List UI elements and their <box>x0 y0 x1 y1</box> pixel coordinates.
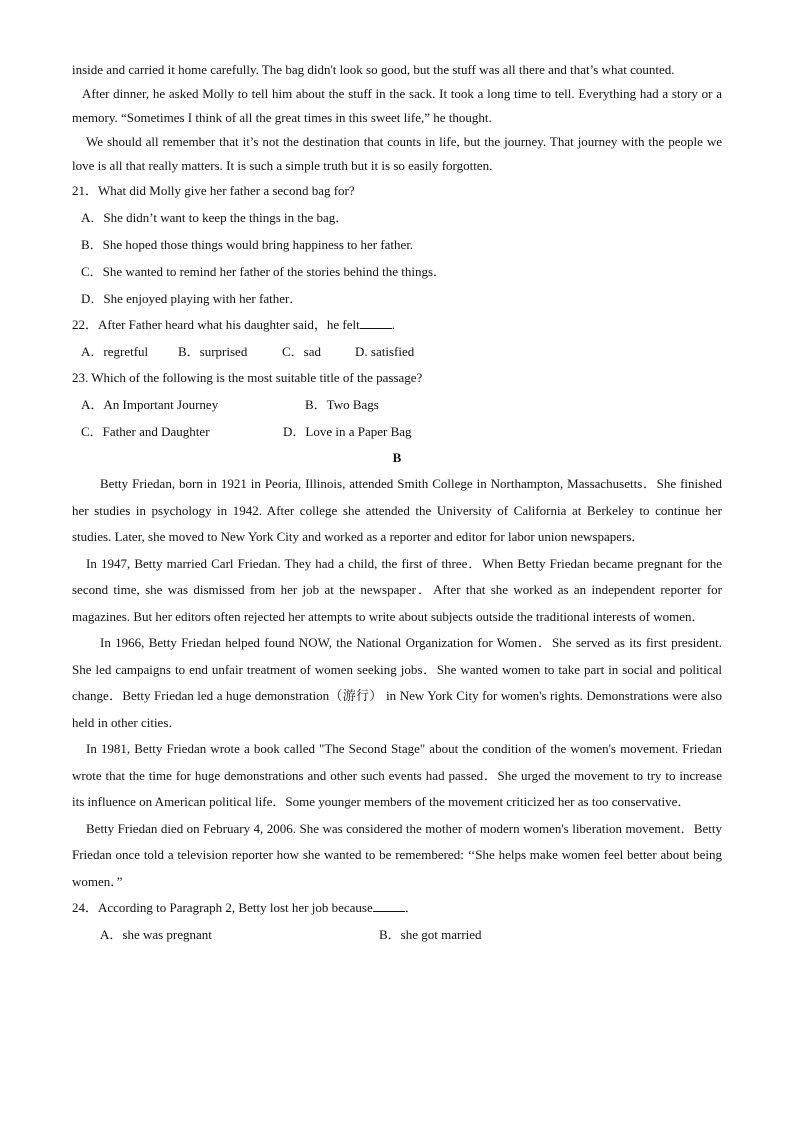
question-23 <box>72 365 722 445</box>
question-22-option-d: D. satisfied <box>355 344 415 359</box>
answer-blank <box>373 899 405 912</box>
passage-a-paragraph-2: After dinner, he asked Molly to tell him about the stuff in the sack. It took a long time to tell. Everything had a story or a memory. “Sometimes I think of all the great times in this sweet life,” he thought. <box>72 86 722 125</box>
question-24-stem-end: ． <box>404 900 418 915</box>
question-22-option-c: C．sad <box>282 344 322 359</box>
worksheet-page <box>72 58 722 948</box>
question-23-option-b: B．Two Bags <box>305 397 379 412</box>
question-24 <box>72 895 722 948</box>
question-22-option-b: B．surprised <box>178 344 248 359</box>
question-21-stem: 21．What did Molly give her father a second bag for? <box>72 183 355 198</box>
question-22-stem-text: 22．After Father heard what his daughter said，he felt <box>72 317 360 332</box>
question-24-stem <box>72 895 722 921</box>
question-23-option-d: D．Love in a Paper Bag <box>283 424 412 439</box>
question-21 <box>72 178 722 312</box>
passage-a-paragraph-3: We should all remember that it’s not the destination that counts in life, but the journey. That journey with the people we love is all that really matters. It is such a simple truth but it is so easily forgotten. <box>72 134 722 173</box>
passage-b-paragraph-5: Betty Friedan died on February 4, 2006. She was considered the mother of modern women's liberation movement．Betty Friedan once told a television reporter how she wanted to be remembered: ‘‘She helps make women feel better about being women．” <box>72 820 722 889</box>
question-23-options-row-2 <box>72 418 722 445</box>
question-23-option-c: C．Father and Daughter <box>81 424 210 439</box>
passage-a-paragraph-1: inside and carried it home carefully. The bag didn't look so good, but the stuff was all there and that’s what counted. <box>72 62 675 77</box>
question-21-option-c: C．She wanted to remind her father of the stories behind the things． <box>81 264 447 279</box>
question-21-option-a: A．She didn’t want to keep the things in the bag． <box>81 210 349 225</box>
question-22-stem-end: . <box>391 317 395 332</box>
question-23-options-row-1 <box>72 391 722 418</box>
passage-b-paragraph-2: In 1947, Betty married Carl Friedan. They had a child, the first of three．When Betty Friedan became pregnant for the second time, she was dismissed from her job at the newspaper．After that she worked as an independent reporter for magazines. But her editors often rejected her attempts to write about subjects outside the traditional interests of women． <box>72 555 722 624</box>
question-21-option-b: B．She hoped those things would bring happiness to her father. <box>81 237 414 252</box>
question-21-option-d: D．She enjoyed playing with her father． <box>81 291 303 306</box>
question-23-option-a: A．An Important Journey <box>81 397 219 412</box>
passage-b-paragraph-1: Betty Friedan, born in 1921 in Peoria, Illinois, attended Smith College in Northampton, Massachusetts．She finished her studies in psychology in 1942. After college she attended the University of California at Berkeley to continue her studies. Later, she moved to New York City and worked as a reporter and editor for labor union newspapers． <box>72 476 722 544</box>
question-24-stem-text: 24．According to Paragraph 2, Betty lost her job because <box>72 900 373 915</box>
question-22-stem <box>72 312 722 338</box>
question-22-options <box>72 338 722 365</box>
question-22 <box>72 312 722 365</box>
answer-blank <box>360 316 392 329</box>
question-23-stem: 23. Which of the following is the most suitable title of the passage? <box>72 370 423 385</box>
section-b-heading: B <box>392 450 402 465</box>
question-24-option-a: A．she was pregnant <box>100 927 212 942</box>
question-22-option-a: A．regretful <box>81 344 149 359</box>
question-24-options <box>72 921 722 948</box>
passage-b-paragraph-3: In 1966, Betty Friedan helped found NOW, the National Organization for Women．She served as its first president. She led campaigns to end unfair treatment of women seeking jobs．She wanted women to take part in social and political change．Betty Friedan led a huge demonstration（游行） in New York City for women's rights. Demonstrations were also held in other cities． <box>72 635 722 730</box>
passage-b-paragraph-4: In 1981, Betty Friedan wrote a book called "The Second Stage" about the condition of the women's movement. Friedan wrote that the time for huge demonstrations and other such events had passed．She urged the movement to try to increase its influence on American political life．Some younger members of the movement criticized her as too conservative． <box>72 741 722 809</box>
question-24-option-b: B．she got married <box>379 927 482 942</box>
